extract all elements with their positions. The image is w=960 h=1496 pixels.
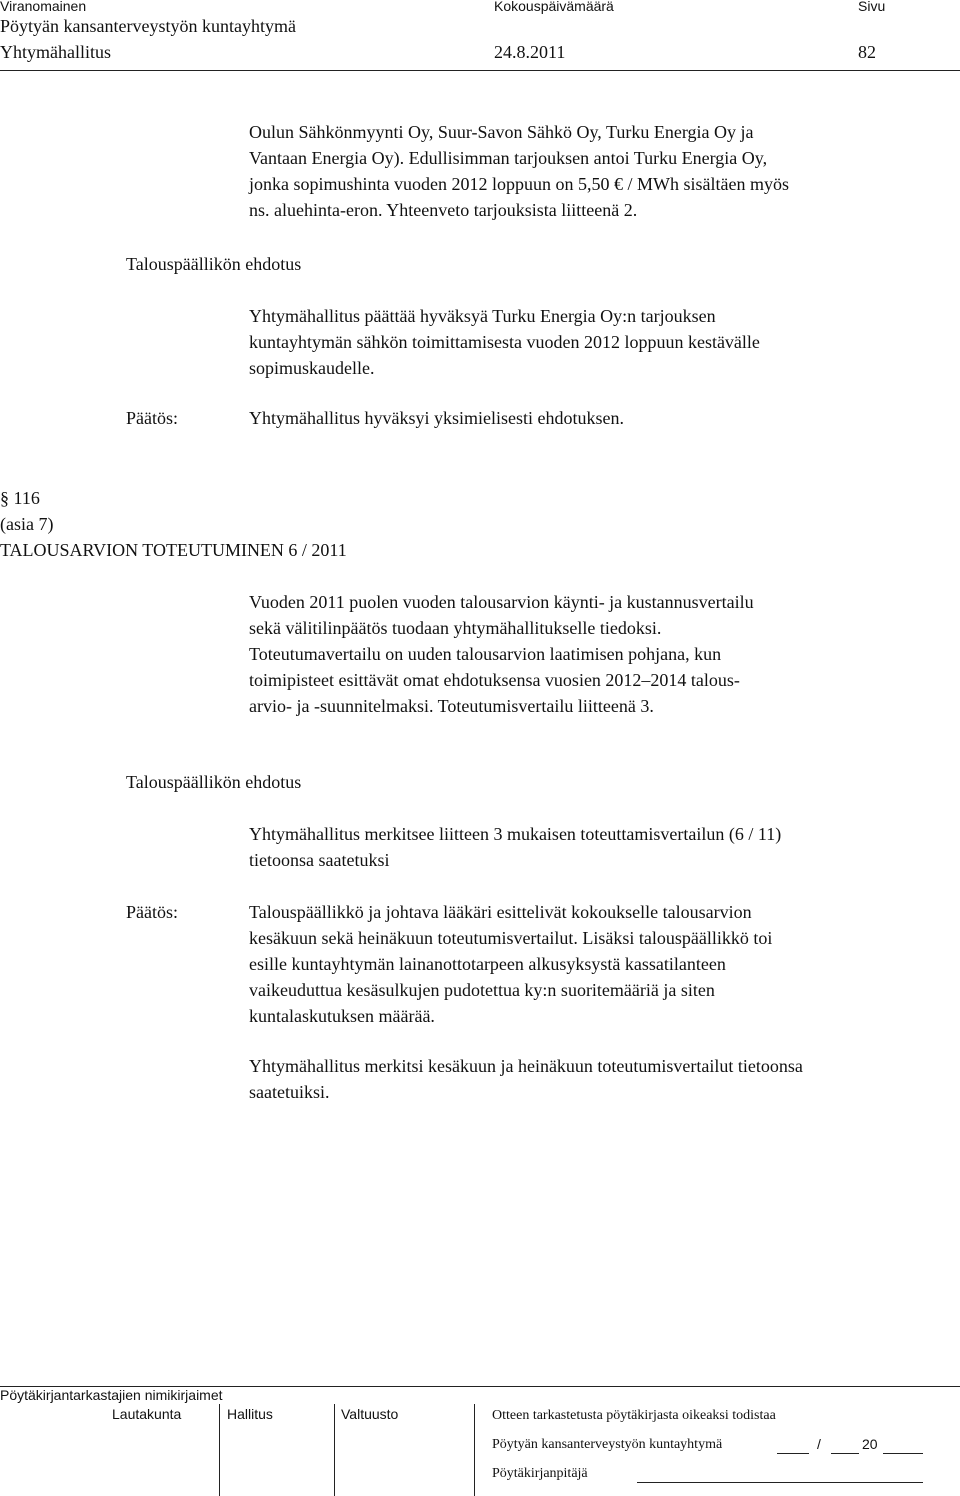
- section2-proposal: [249, 821, 781, 873]
- section1-decision-label: Päätös:: [126, 408, 178, 428]
- text-line: ns. aluehinta-eron. Yhteenveto tarjouksista liitteenä 2.: [249, 200, 638, 220]
- text-line: kesäkuun sekä heinäkuun toteutumisvertailut. Lisäksi talouspäällikkö toi: [249, 928, 773, 948]
- text-line: Yhtymähallitus merkitsi kesäkuun ja heinäkuun toteutumisvertailut tietoonsa: [249, 1056, 803, 1076]
- footer-col-divider: [219, 1404, 220, 1496]
- header-page-label: Sivu: [858, 0, 886, 14]
- text-line: esille kuntayhtymän lainanottotarpeen alkusyksystä kassatilanteen: [249, 954, 726, 974]
- text-line: Vantaan Energia Oy). Edullisimman tarjouksen antoi Turku Energia Oy,: [249, 148, 768, 168]
- text-line: kuntalaskutuksen määrää.: [249, 1006, 435, 1026]
- footer-signature-line: [637, 1482, 923, 1483]
- text-line: tietoonsa saatetuksi: [249, 850, 390, 870]
- text-line: kuntayhtymän sähkön toimittamisesta vuoden 2012 loppuun kestävälle: [249, 332, 760, 352]
- footer-certify-text: Otteen tarkastetusta pöytäkirjasta oikeaksi todistaa: [492, 1408, 776, 1423]
- header-date-label: Kokouspäivämäärä: [494, 0, 614, 14]
- footer-col-hallitus: Hallitus: [227, 1406, 273, 1422]
- section1-decision-text: Yhtymähallitus hyväksyi yksimielisesti ehdotuksen.: [249, 408, 624, 428]
- header-meeting-date: 24.8.2011: [494, 42, 566, 62]
- section-title: TALOUSARVION TOTEUTUMINEN 6 / 2011: [0, 540, 347, 560]
- header-authority-label: Viranomainen: [0, 0, 87, 14]
- footer-year-prefix: 20: [862, 1436, 878, 1452]
- agenda-item: (asia 7): [0, 514, 54, 534]
- footer-authority: Pöytyän kansanterveystyön kuntayhtymä: [492, 1437, 723, 1452]
- text-line: vaikeuduttua kesäsulkujen pudotettua ky:n suoritemääriä ja siten: [249, 980, 715, 1000]
- section1-proposal-label: Talouspäällikön ehdotus: [126, 254, 302, 274]
- section1-intro: [249, 119, 789, 223]
- footer-initials-label: Pöytäkirjantarkastajien nimikirjaimet: [0, 1387, 223, 1403]
- footer-col-lautakunta: Lautakunta: [112, 1406, 182, 1422]
- header-authority-name: Pöytyän kansanterveystyön kuntayhtymä: [0, 16, 296, 36]
- text-line: saatetuiksi.: [249, 1082, 330, 1102]
- footer-year-blank: [883, 1453, 923, 1454]
- footer-col-divider: [474, 1404, 475, 1496]
- text-line: sekä välitilinpäätös tuodaan yhtymähallitukselle tiedoksi.: [249, 618, 662, 638]
- text-line: Yhtymähallitus päättää hyväksyä Turku Energia Oy:n tarjouksen: [249, 306, 716, 326]
- section2-proposal-label: Talouspäällikön ehdotus: [126, 772, 302, 792]
- text-line: Toteutumavertailu on uuden talousarvion laatimisen pohjana, kun: [249, 644, 722, 664]
- section2-intro: [249, 589, 754, 719]
- section1-proposal: [249, 303, 760, 381]
- text-line: Vuoden 2011 puolen vuoden talousarvion käynti- ja kustannusvertailu: [249, 592, 754, 612]
- text-line: Oulun Sähkönmyynti Oy, Suur-Savon Sähkö Oy, Turku Energia Oy ja: [249, 122, 754, 142]
- section2-decision: [249, 899, 772, 1029]
- text-line: Yhtymähallitus merkitsee liitteen 3 mukaisen toteuttamisvertailun (6 / 11): [249, 824, 782, 844]
- footer-slash: /: [817, 1436, 821, 1452]
- footer-col-divider: [334, 1404, 335, 1496]
- header-body-name: Yhtymähallitus: [0, 42, 111, 62]
- section2-decision-label: Päätös:: [126, 902, 178, 922]
- footer-col-valtuusto: Valtuusto: [341, 1406, 399, 1422]
- text-line: Talouspäällikkö ja johtava lääkäri esittelivät kokoukselle talousarvion: [249, 902, 752, 922]
- footer-day-blank: [777, 1453, 809, 1454]
- text-line: sopimuskaudelle.: [249, 358, 375, 378]
- section2-decision-note: [249, 1053, 803, 1105]
- footer-month-blank: [831, 1453, 859, 1454]
- text-line: toimipisteet esittävät omat ehdotuksensa vuosien 2012–2014 talous-: [249, 670, 740, 690]
- footer-keeper-label: Pöytäkirjanpitäjä: [492, 1466, 588, 1481]
- header-divider: [0, 70, 960, 71]
- text-line: arvio- ja -suunnitelmaksi. Toteutumisvertailu liitteenä 3.: [249, 696, 654, 716]
- paragraph-number: § 116: [0, 488, 40, 508]
- text-line: jonka sopimushinta vuoden 2012 loppuun on 5,50 € / MWh sisältäen myös: [249, 174, 789, 194]
- header-page-number: 82: [858, 42, 876, 62]
